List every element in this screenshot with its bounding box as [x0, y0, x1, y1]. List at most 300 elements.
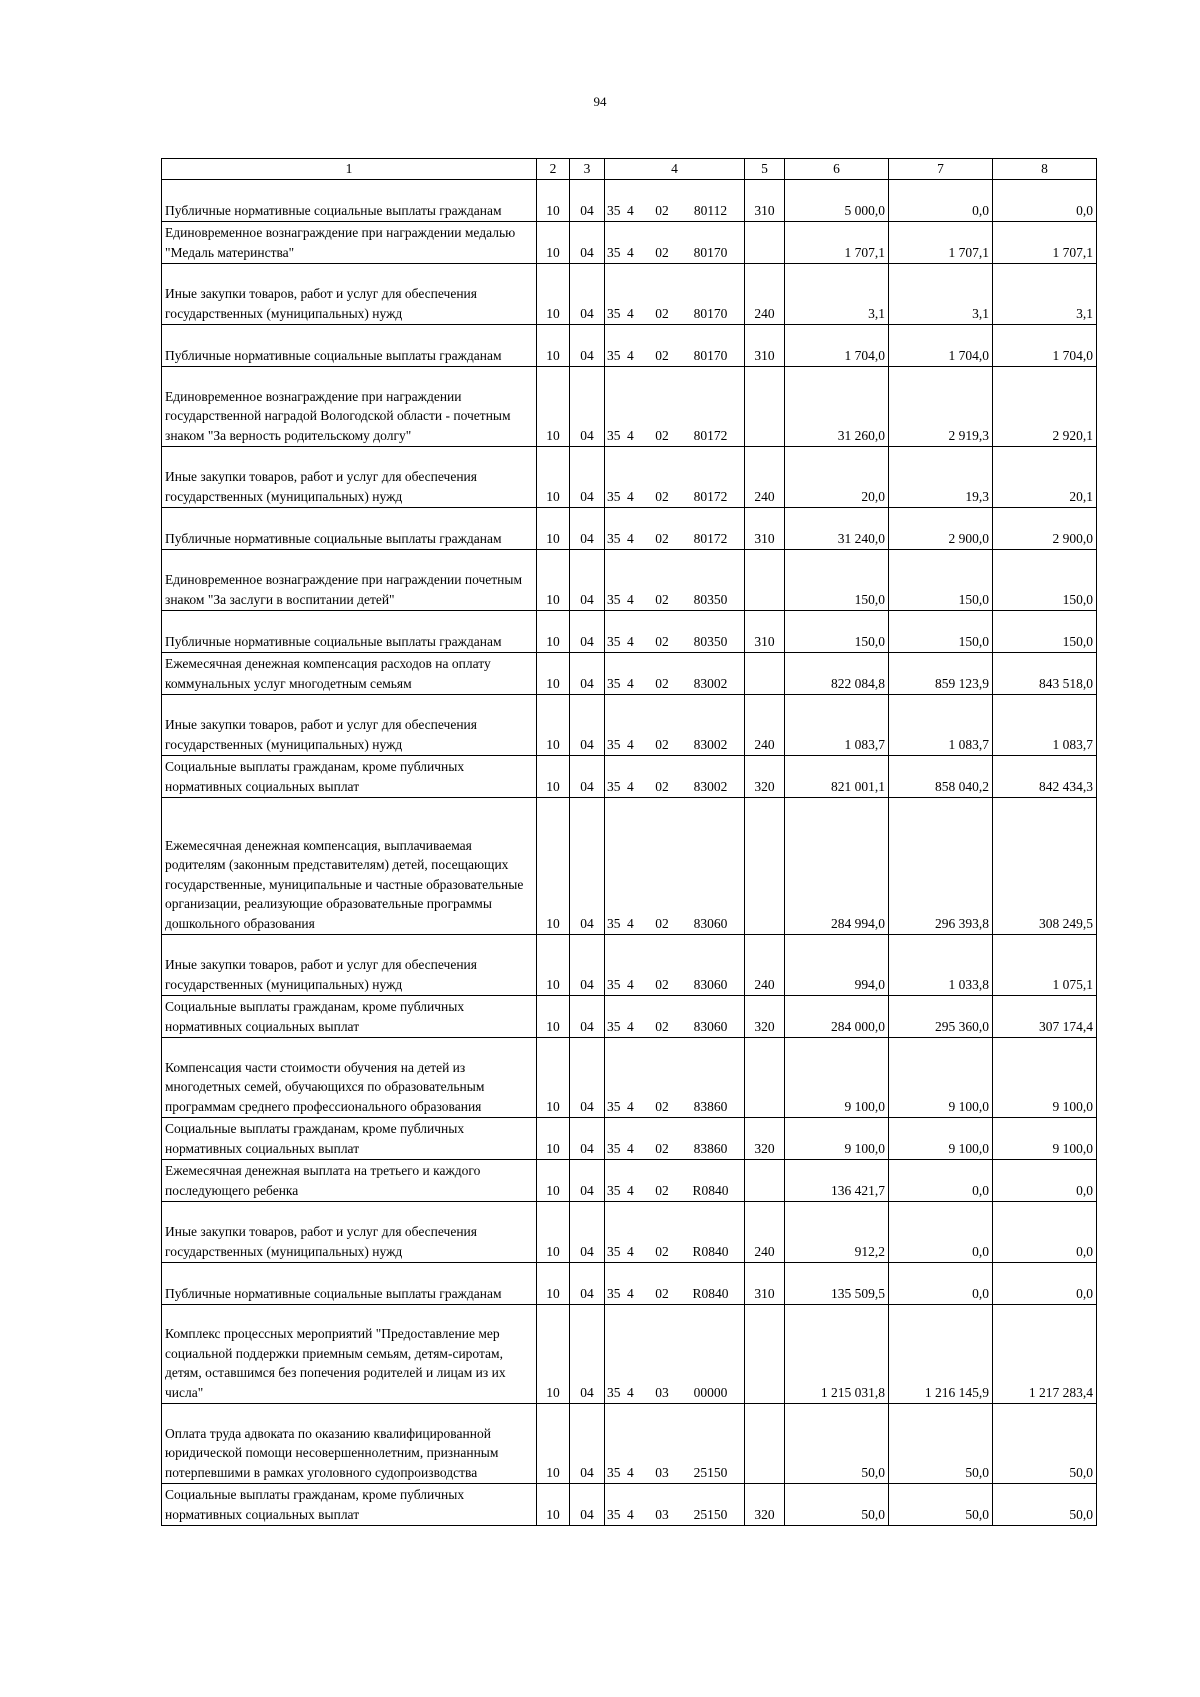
table-row [162, 996, 1097, 1038]
row-name-cell: Иные закупки товаров, работ и услуг для обеспечения государственных (муниципальных) нужд [162, 935, 537, 996]
expense-type-cell: 320 [745, 756, 785, 798]
amount-cell-col8: 308 249,5 [993, 798, 1097, 935]
target-article-cell [605, 1263, 745, 1305]
expense-type-cell: 310 [745, 325, 785, 367]
row-name-cell: Единовременное вознаграждение при награждении государственной наградой Вологодской области - почетным знаком "За верность родительскому долгу" [162, 367, 537, 447]
section-code-cell: 10 [537, 798, 570, 935]
amount-cell-col6: 150,0 [785, 611, 889, 653]
row-name-cell: Оплата труда адвоката по оказанию квалифицированной юридической помощи несовершеннолетним, признанным потерпевшими в рамках уголовного судопроизводства [162, 1404, 537, 1484]
table-row [162, 1263, 1097, 1305]
table-row [162, 653, 1097, 695]
target-article-cell [605, 508, 745, 550]
amount-cell-col6: 822 084,8 [785, 653, 889, 695]
section-code-cell: 10 [537, 935, 570, 996]
target-article-code [607, 632, 742, 652]
amount-cell-col8: 9 100,0 [993, 1038, 1097, 1118]
row-name-cell: Публичные нормативные социальные выплаты гражданам [162, 180, 537, 222]
target-article-part: 80170 [693, 305, 728, 321]
section-code-cell: 10 [537, 1202, 570, 1263]
expense-type-cell [745, 1038, 785, 1118]
row-name-cell: Единовременное вознаграждение при награждении почетным знаком "За заслуги в воспитании детей" [162, 550, 537, 611]
amount-cell-col8: 0,0 [993, 1202, 1097, 1263]
target-article-part: 4 [627, 427, 634, 443]
section-code-cell: 10 [537, 756, 570, 798]
target-article-part: 4 [627, 633, 634, 649]
target-article-code [607, 975, 742, 995]
target-article-code [607, 1505, 742, 1525]
target-article-code [607, 1097, 742, 1117]
target-article-part: 35 [607, 591, 621, 607]
target-article-part: R0840 [692, 1243, 729, 1259]
amount-cell-col7: 1 033,8 [889, 935, 993, 996]
amount-cell-col6: 50,0 [785, 1404, 889, 1484]
target-article-part: 35 [607, 1506, 621, 1522]
amount-cell-col8: 50,0 [993, 1404, 1097, 1484]
amount-cell-col6: 31 260,0 [785, 367, 889, 447]
target-article-part: 4 [627, 244, 634, 260]
amount-cell-col8: 1 083,7 [993, 695, 1097, 756]
subsection-code-cell: 04 [570, 222, 605, 264]
target-article-part: 4 [627, 736, 634, 752]
row-name-cell: Комплекс процессных мероприятий "Предоставление мер социальной поддержки приемным семьям, детям-сиротам, детям, оставшимся без попечения родителей и лицам из их числа" [162, 1305, 537, 1404]
target-article-part: 4 [627, 1098, 634, 1114]
expense-type-cell [745, 367, 785, 447]
row-name-cell: Социальные выплаты гражданам, кроме публичных нормативных социальных выплат [162, 1118, 537, 1160]
amount-cell-col6: 150,0 [785, 550, 889, 611]
target-article-cell [605, 1118, 745, 1160]
subsection-code-cell: 04 [570, 447, 605, 508]
amount-cell-col6: 136 421,7 [785, 1160, 889, 1202]
expense-type-cell: 310 [745, 508, 785, 550]
amount-cell-col6: 31 240,0 [785, 508, 889, 550]
row-name-cell: Публичные нормативные социальные выплаты гражданам [162, 611, 537, 653]
target-article-cell [605, 1160, 745, 1202]
header-cell: 3 [570, 159, 605, 180]
target-article-cell [605, 611, 745, 653]
row-name-cell: Публичные нормативные социальные выплаты гражданам [162, 508, 537, 550]
header-cell: 2 [537, 159, 570, 180]
header-cell: 4 [605, 159, 745, 180]
row-name-cell: Ежемесячная денежная компенсация расходов на оплату коммунальных услуг многодетным семьям [162, 653, 537, 695]
target-article-part: 35 [607, 736, 621, 752]
amount-cell-col7: 2 919,3 [889, 367, 993, 447]
amount-cell-col6: 50,0 [785, 1484, 889, 1526]
subsection-code-cell: 04 [570, 756, 605, 798]
amount-cell-col7: 295 360,0 [889, 996, 993, 1038]
subsection-code-cell: 04 [570, 1038, 605, 1118]
target-article-cell [605, 695, 745, 756]
expense-type-cell [745, 1305, 785, 1404]
target-article-part: 35 [607, 778, 621, 794]
subsection-code-cell: 04 [570, 1404, 605, 1484]
target-article-part: 03 [655, 1384, 669, 1400]
header-cell: 8 [993, 159, 1097, 180]
target-article-code [607, 1463, 742, 1483]
table-row [162, 180, 1097, 222]
target-article-part: 80350 [693, 633, 728, 649]
target-article-part: 80350 [693, 591, 728, 607]
section-code-cell: 10 [537, 695, 570, 756]
amount-cell-col7: 1 216 145,9 [889, 1305, 993, 1404]
expense-type-cell: 240 [745, 1202, 785, 1263]
table-row [162, 756, 1097, 798]
target-article-part: 03 [655, 1464, 669, 1480]
row-name-cell: Иные закупки товаров, работ и услуг для обеспечения государственных (муниципальных) нужд [162, 695, 537, 756]
amount-cell-col8: 50,0 [993, 1484, 1097, 1526]
amount-cell-col7: 0,0 [889, 180, 993, 222]
expense-type-cell [745, 1404, 785, 1484]
target-article-cell [605, 180, 745, 222]
subsection-code-cell: 04 [570, 996, 605, 1038]
subsection-code-cell: 04 [570, 695, 605, 756]
target-article-part: 02 [655, 202, 669, 218]
target-article-part: R0840 [692, 1182, 729, 1198]
section-code-cell: 10 [537, 1118, 570, 1160]
target-article-code [607, 487, 742, 507]
target-article-part: 02 [655, 1098, 669, 1114]
target-article-part: 83860 [693, 1098, 728, 1114]
table-row [162, 1038, 1097, 1118]
target-article-part: 4 [627, 591, 634, 607]
table-row [162, 611, 1097, 653]
target-article-cell [605, 264, 745, 325]
section-code-cell: 10 [537, 222, 570, 264]
target-article-part: 35 [607, 915, 621, 931]
section-code-cell: 10 [537, 1160, 570, 1202]
amount-cell-col6: 9 100,0 [785, 1118, 889, 1160]
row-name-cell: Единовременное вознаграждение при награждении медалью "Медаль материнства" [162, 222, 537, 264]
target-article-part: 4 [627, 1464, 634, 1480]
target-article-cell [605, 798, 745, 935]
amount-cell-col6: 3,1 [785, 264, 889, 325]
target-article-part: 80170 [693, 244, 728, 260]
target-article-part: 02 [655, 915, 669, 931]
amount-cell-col6: 1 704,0 [785, 325, 889, 367]
target-article-part: 35 [607, 530, 621, 546]
target-article-part: 80172 [693, 488, 728, 504]
amount-cell-col7: 858 040,2 [889, 756, 993, 798]
target-article-part: 00000 [693, 1384, 728, 1400]
subsection-code-cell: 04 [570, 611, 605, 653]
expense-type-cell: 320 [745, 1484, 785, 1526]
target-article-part: 4 [627, 1140, 634, 1156]
target-article-part: 80112 [693, 202, 728, 218]
amount-cell-col8: 842 434,3 [993, 756, 1097, 798]
target-article-part: 02 [655, 488, 669, 504]
target-article-part: 02 [655, 347, 669, 363]
amount-cell-col6: 821 001,1 [785, 756, 889, 798]
row-name-cell: Социальные выплаты гражданам, кроме публичных нормативных социальных выплат [162, 1484, 537, 1526]
target-article-part: 4 [627, 1018, 634, 1034]
amount-cell-col8: 843 518,0 [993, 653, 1097, 695]
expense-type-cell: 320 [745, 996, 785, 1038]
amount-cell-col7: 50,0 [889, 1404, 993, 1484]
target-article-part: 4 [627, 488, 634, 504]
amount-cell-col7: 19,3 [889, 447, 993, 508]
amount-cell-col8: 0,0 [993, 180, 1097, 222]
target-article-part: 83002 [693, 778, 728, 794]
row-name-cell: Ежемесячная денежная выплата на третьего и каждого последующего ребенка [162, 1160, 537, 1202]
target-article-part: 4 [627, 778, 634, 794]
section-code-cell: 10 [537, 653, 570, 695]
expense-type-cell: 310 [745, 611, 785, 653]
target-article-part: 02 [655, 1140, 669, 1156]
subsection-code-cell: 04 [570, 1160, 605, 1202]
target-article-code [607, 735, 742, 755]
target-article-part: 4 [627, 915, 634, 931]
table-row [162, 798, 1097, 935]
target-article-part: 02 [655, 1018, 669, 1034]
target-article-part: 02 [655, 633, 669, 649]
subsection-code-cell: 04 [570, 508, 605, 550]
amount-cell-col8: 150,0 [993, 550, 1097, 611]
target-article-part: 02 [655, 591, 669, 607]
target-article-cell [605, 550, 745, 611]
target-article-part: 35 [607, 1464, 621, 1480]
subsection-code-cell: 04 [570, 550, 605, 611]
table-row [162, 1118, 1097, 1160]
subsection-code-cell: 04 [570, 1202, 605, 1263]
target-article-part: 02 [655, 427, 669, 443]
target-article-part: 4 [627, 976, 634, 992]
amount-cell-col6: 1 083,7 [785, 695, 889, 756]
target-article-code [607, 1181, 742, 1201]
page-number: 94 [593, 94, 607, 109]
target-article-cell [605, 1202, 745, 1263]
target-article-cell [605, 1404, 745, 1484]
subsection-code-cell: 04 [570, 653, 605, 695]
subsection-code-cell: 04 [570, 1484, 605, 1526]
target-article-code [607, 201, 742, 221]
target-article-part: 02 [655, 1182, 669, 1198]
amount-cell-col8: 150,0 [993, 611, 1097, 653]
amount-cell-col6: 284 994,0 [785, 798, 889, 935]
table-row [162, 367, 1097, 447]
target-article-part: 02 [655, 675, 669, 691]
table-row [162, 550, 1097, 611]
target-article-cell [605, 367, 745, 447]
amount-cell-col8: 0,0 [993, 1263, 1097, 1305]
header-cell: 5 [745, 159, 785, 180]
target-article-part: R0840 [692, 1285, 729, 1301]
table-row [162, 935, 1097, 996]
target-article-part: 83060 [693, 1018, 728, 1034]
amount-cell-col8: 3,1 [993, 264, 1097, 325]
target-article-part: 25150 [693, 1464, 728, 1480]
target-article-code [607, 777, 742, 797]
target-article-code [607, 1284, 742, 1304]
amount-cell-col6: 20,0 [785, 447, 889, 508]
table-row [162, 1160, 1097, 1202]
target-article-part: 35 [607, 305, 621, 321]
target-article-part: 4 [627, 1243, 634, 1259]
table-row [162, 264, 1097, 325]
target-article-part: 35 [607, 1140, 621, 1156]
section-code-cell: 10 [537, 367, 570, 447]
amount-cell-col8: 2 920,1 [993, 367, 1097, 447]
expense-type-cell: 310 [745, 1263, 785, 1305]
row-name-cell: Публичные нормативные социальные выплаты гражданам [162, 325, 537, 367]
target-article-part: 4 [627, 305, 634, 321]
target-article-part: 35 [607, 244, 621, 260]
target-article-code [607, 529, 742, 549]
target-article-part: 4 [627, 1182, 634, 1198]
table-row [162, 695, 1097, 756]
target-article-part: 35 [607, 1384, 621, 1400]
target-article-part: 4 [627, 1506, 634, 1522]
expense-type-cell [745, 1160, 785, 1202]
expense-type-cell: 240 [745, 695, 785, 756]
expense-type-cell [745, 798, 785, 935]
subsection-code-cell: 04 [570, 935, 605, 996]
expense-type-cell [745, 550, 785, 611]
section-code-cell: 10 [537, 180, 570, 222]
amount-cell-col7: 0,0 [889, 1202, 993, 1263]
subsection-code-cell: 04 [570, 1305, 605, 1404]
target-article-part: 83002 [693, 675, 728, 691]
amount-cell-col7: 1 704,0 [889, 325, 993, 367]
target-article-cell [605, 996, 745, 1038]
target-article-code [607, 590, 742, 610]
target-article-code [607, 1242, 742, 1262]
amount-cell-col7: 859 123,9 [889, 653, 993, 695]
subsection-code-cell: 04 [570, 180, 605, 222]
row-name-cell: Социальные выплаты гражданам, кроме публичных нормативных социальных выплат [162, 996, 537, 1038]
target-article-cell [605, 653, 745, 695]
target-article-code [607, 243, 742, 263]
row-name-cell: Иные закупки товаров, работ и услуг для обеспечения государственных (муниципальных) нужд [162, 1202, 537, 1263]
target-article-code [607, 426, 742, 446]
target-article-part: 83002 [693, 736, 728, 752]
header-cell: 1 [162, 159, 537, 180]
table-row [162, 1484, 1097, 1526]
table-row [162, 447, 1097, 508]
amount-cell-col8: 9 100,0 [993, 1118, 1097, 1160]
target-article-part: 35 [607, 1018, 621, 1034]
target-article-part: 25150 [693, 1506, 728, 1522]
row-name-cell: Ежемесячная денежная компенсация, выплачиваемая родителям (законным представителям) детей, посещающих государственные, муниципальные и частные образовательные организации, реализующие образовательные программы дошкольного образования [162, 798, 537, 935]
target-article-part: 35 [607, 1098, 621, 1114]
amount-cell-col7: 1 083,7 [889, 695, 993, 756]
target-article-cell [605, 325, 745, 367]
target-article-code [607, 914, 742, 934]
subsection-code-cell: 04 [570, 325, 605, 367]
target-article-part: 02 [655, 305, 669, 321]
target-article-part: 4 [627, 675, 634, 691]
target-article-code [607, 1017, 742, 1037]
expense-type-cell: 320 [745, 1118, 785, 1160]
expense-type-cell: 240 [745, 935, 785, 996]
target-article-code [607, 304, 742, 324]
amount-cell-col8: 1 217 283,4 [993, 1305, 1097, 1404]
target-article-part: 35 [607, 675, 621, 691]
subsection-code-cell: 04 [570, 264, 605, 325]
target-article-part: 83060 [693, 915, 728, 931]
target-article-code [607, 346, 742, 366]
target-article-cell [605, 1484, 745, 1526]
section-code-cell: 10 [537, 611, 570, 653]
target-article-part: 35 [607, 1243, 621, 1259]
target-article-part: 02 [655, 1243, 669, 1259]
target-article-part: 35 [607, 1285, 621, 1301]
section-code-cell: 10 [537, 447, 570, 508]
amount-cell-col6: 1 215 031,8 [785, 1305, 889, 1404]
amount-cell-col6: 5 000,0 [785, 180, 889, 222]
target-article-part: 02 [655, 778, 669, 794]
amount-cell-col7: 3,1 [889, 264, 993, 325]
section-code-cell: 10 [537, 325, 570, 367]
target-article-cell [605, 1038, 745, 1118]
amount-cell-col6: 284 000,0 [785, 996, 889, 1038]
target-article-part: 02 [655, 1285, 669, 1301]
table-row [162, 325, 1097, 367]
subsection-code-cell: 04 [570, 1263, 605, 1305]
target-article-part: 4 [627, 1285, 634, 1301]
row-name-cell: Компенсация части стоимости обучения на детей из многодетных семей, обучающихся по образовательным программам среднего профессионального образования [162, 1038, 537, 1118]
table-row [162, 222, 1097, 264]
expense-type-cell [745, 222, 785, 264]
amount-cell-col8: 2 900,0 [993, 508, 1097, 550]
expense-type-cell: 240 [745, 447, 785, 508]
row-name-cell: Публичные нормативные социальные выплаты гражданам [162, 1263, 537, 1305]
target-article-part: 4 [627, 202, 634, 218]
amount-cell-col7: 0,0 [889, 1263, 993, 1305]
table-row [162, 1404, 1097, 1484]
row-name-cell: Иные закупки товаров, работ и услуг для обеспечения государственных (муниципальных) нужд [162, 447, 537, 508]
amount-cell-col8: 20,1 [993, 447, 1097, 508]
target-article-part: 35 [607, 488, 621, 504]
target-article-part: 02 [655, 244, 669, 260]
target-article-part: 35 [607, 427, 621, 443]
target-article-part: 4 [627, 530, 634, 546]
amount-cell-col7: 296 393,8 [889, 798, 993, 935]
amount-cell-col6: 1 707,1 [785, 222, 889, 264]
target-article-part: 80172 [693, 427, 728, 443]
target-article-part: 4 [627, 347, 634, 363]
amount-cell-col6: 912,2 [785, 1202, 889, 1263]
section-code-cell: 10 [537, 1305, 570, 1404]
target-article-part: 35 [607, 976, 621, 992]
amount-cell-col8: 307 174,4 [993, 996, 1097, 1038]
amount-cell-col6: 9 100,0 [785, 1038, 889, 1118]
amount-cell-col8: 0,0 [993, 1160, 1097, 1202]
target-article-part: 35 [607, 633, 621, 649]
table-row [162, 1202, 1097, 1263]
section-code-cell: 10 [537, 264, 570, 325]
amount-cell-col7: 150,0 [889, 611, 993, 653]
target-article-part: 35 [607, 1182, 621, 1198]
target-article-part: 4 [627, 1384, 634, 1400]
amount-cell-col6: 135 509,5 [785, 1263, 889, 1305]
amount-cell-col6: 994,0 [785, 935, 889, 996]
target-article-part: 35 [607, 347, 621, 363]
row-name-cell: Социальные выплаты гражданам, кроме публичных нормативных социальных выплат [162, 756, 537, 798]
table-header-row [162, 159, 1097, 180]
target-article-part: 02 [655, 530, 669, 546]
amount-cell-col7: 1 707,1 [889, 222, 993, 264]
subsection-code-cell: 04 [570, 1118, 605, 1160]
amount-cell-col8: 1 704,0 [993, 325, 1097, 367]
target-article-code [607, 1383, 742, 1403]
section-code-cell: 10 [537, 1038, 570, 1118]
header-cell: 6 [785, 159, 889, 180]
section-code-cell: 10 [537, 1484, 570, 1526]
budget-table [161, 158, 1097, 1526]
target-article-part: 83060 [693, 976, 728, 992]
expense-type-cell [745, 653, 785, 695]
amount-cell-col7: 0,0 [889, 1160, 993, 1202]
target-article-cell [605, 1305, 745, 1404]
